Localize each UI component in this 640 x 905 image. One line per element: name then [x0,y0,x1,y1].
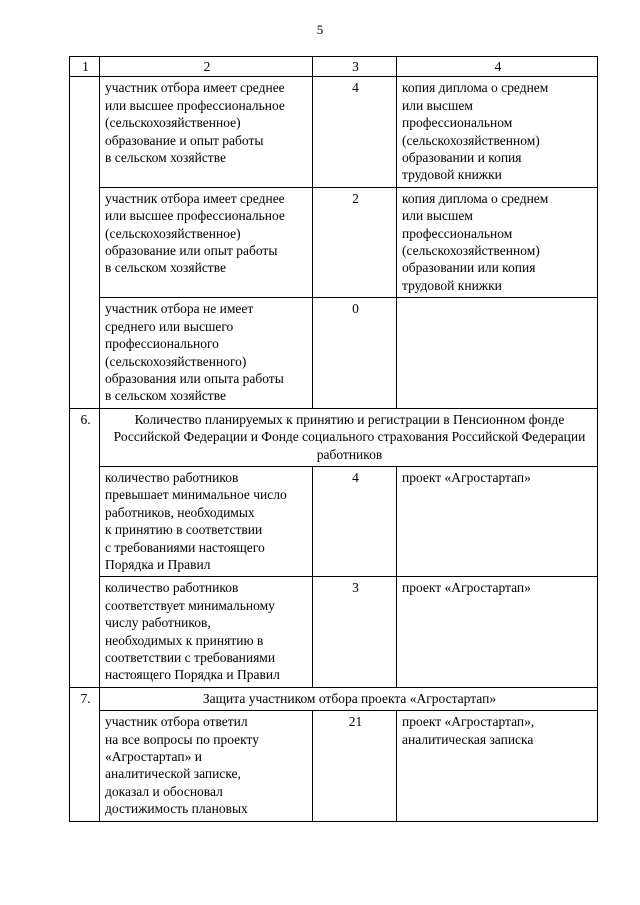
table-row [70,466,598,576]
section-number: 6. [70,408,100,687]
score-cell: 4 [313,77,397,187]
section-row [70,408,598,466]
page-number: 5 [316,22,324,37]
table-row [70,711,598,821]
table-row [70,577,598,687]
documents-cell [397,298,598,408]
documents-cell: проект «Агростартап» [397,577,598,687]
column-header-4: 4 [397,57,598,77]
documents-cell: проект «Агростартап» [397,466,598,576]
criterion-cell: участник отбора имеет среднее или высшее профессиональное (сельскохозяйственное) образование или опыт работы в сельском хозяйстве [100,187,313,297]
table-row [70,187,598,297]
section-title: Количество планируемых к принятию и регистрации в Пенсионном фонде Российской Федерации и Фонде социального страхования Российской Федерации работников [100,408,598,466]
criterion-cell: участник отбора не имеет среднего или высшего профессионального (сельскохозяйственного) образования или опыта работы в сельском хозяйстве [100,298,313,408]
column-header-3: 3 [313,57,397,77]
documents-cell: проект «Агростартап», аналитическая записка [397,711,598,821]
section-title: Защита участником отбора проекта «Агростартап» [100,687,598,710]
documents-cell: копия диплома о среднем или высшем профессиональном (сельскохозяйственном) образовании или копия трудовой книжки [397,187,598,297]
score-cell: 0 [313,298,397,408]
criterion-cell: количество работников превышает минимальное число работников, необходимых к принятию в соответствии с требованиями настоящего Порядка и Правил [100,466,313,576]
number-cell-empty [70,77,100,408]
table-header-row [70,57,598,77]
criteria-table [69,56,598,822]
section-number: 7. [70,687,100,821]
score-cell: 21 [313,711,397,821]
criterion-cell: участник отбора имеет среднее или высшее профессиональное (сельскохозяйственное) образование и опыт работы в сельском хозяйстве [100,77,313,187]
score-cell: 3 [313,577,397,687]
table-row [70,77,598,187]
column-header-2: 2 [100,57,313,77]
score-cell: 4 [313,466,397,576]
documents-cell: копия диплома о среднем или высшем профессиональном (сельскохозяйственном) образовании и копия трудовой книжки [397,77,598,187]
section-row [70,687,598,710]
criterion-cell: участник отбора ответил на все вопросы по проекту «Агростартап» и аналитической записке, доказал и обосновал достижимость плановых [100,711,313,821]
score-cell: 2 [313,187,397,297]
column-header-1: 1 [70,57,100,77]
table-row [70,298,598,408]
criterion-cell: количество работников соответствует минимальному числу работников, необходимых к принятию в соответствии с требованиями настоящего Порядка и Правил [100,577,313,687]
